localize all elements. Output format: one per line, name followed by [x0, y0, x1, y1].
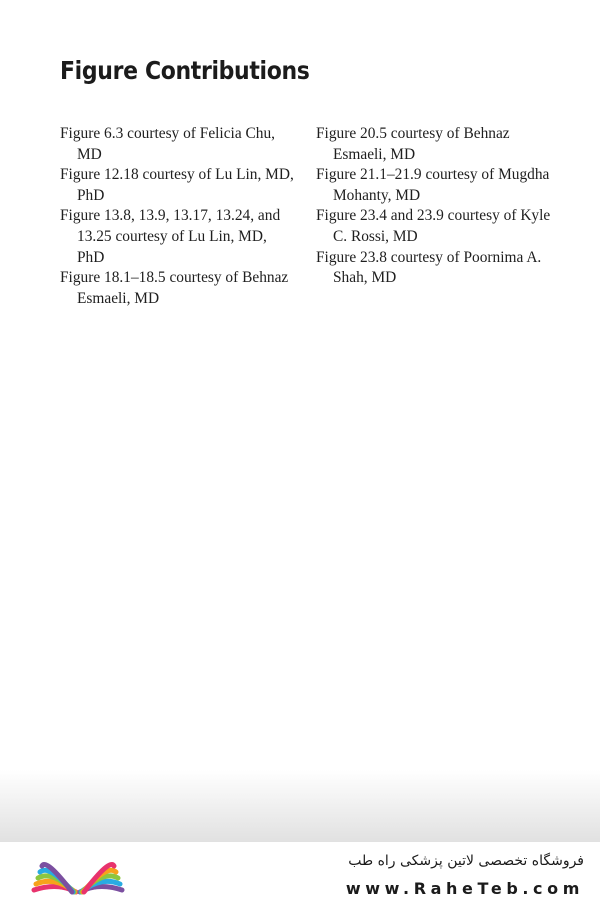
contribution-entry: Figure 20.5 courtesy of Behnaz Esmaeli, MD [316, 125, 510, 163]
contribution-entry: Figure 23.4 and 23.9 courtesy of Kyle C. Rossi, MD [316, 207, 551, 245]
book-logo-icon [28, 848, 128, 898]
contribution-entry: Figure 21.1–21.9 courtesy of Mugdha Mohanty, MD [316, 166, 550, 204]
contribution-entry: Figure 6.3 courtesy of Felicia Chu, MD [60, 125, 276, 163]
contribution-entry: Figure 12.18 courtesy of Lu Lin, MD, PhD [60, 166, 294, 204]
footer-shadow [0, 770, 600, 842]
contribution-entry: Figure 13.8, 13.9, 13.17, 13.24, and 13.25 courtesy of Lu Lin, MD, PhD [60, 207, 281, 266]
contribution-entry: Figure 18.1–18.5 courtesy of Behnaz Esmaeli, MD [60, 269, 289, 307]
page-title: Figure Contributions [60, 56, 310, 85]
store-name: فروشگاه تخصصی لاتین پزشکی راه طب [348, 853, 584, 869]
contribution-entry: Figure 23.8 courtesy of Poornima A. Shah, MD [316, 248, 542, 287]
contributions-left-column [60, 124, 295, 309]
store-url-link[interactable]: www.RaheTeb.com [345, 879, 584, 898]
contributions-right-column [316, 124, 551, 289]
